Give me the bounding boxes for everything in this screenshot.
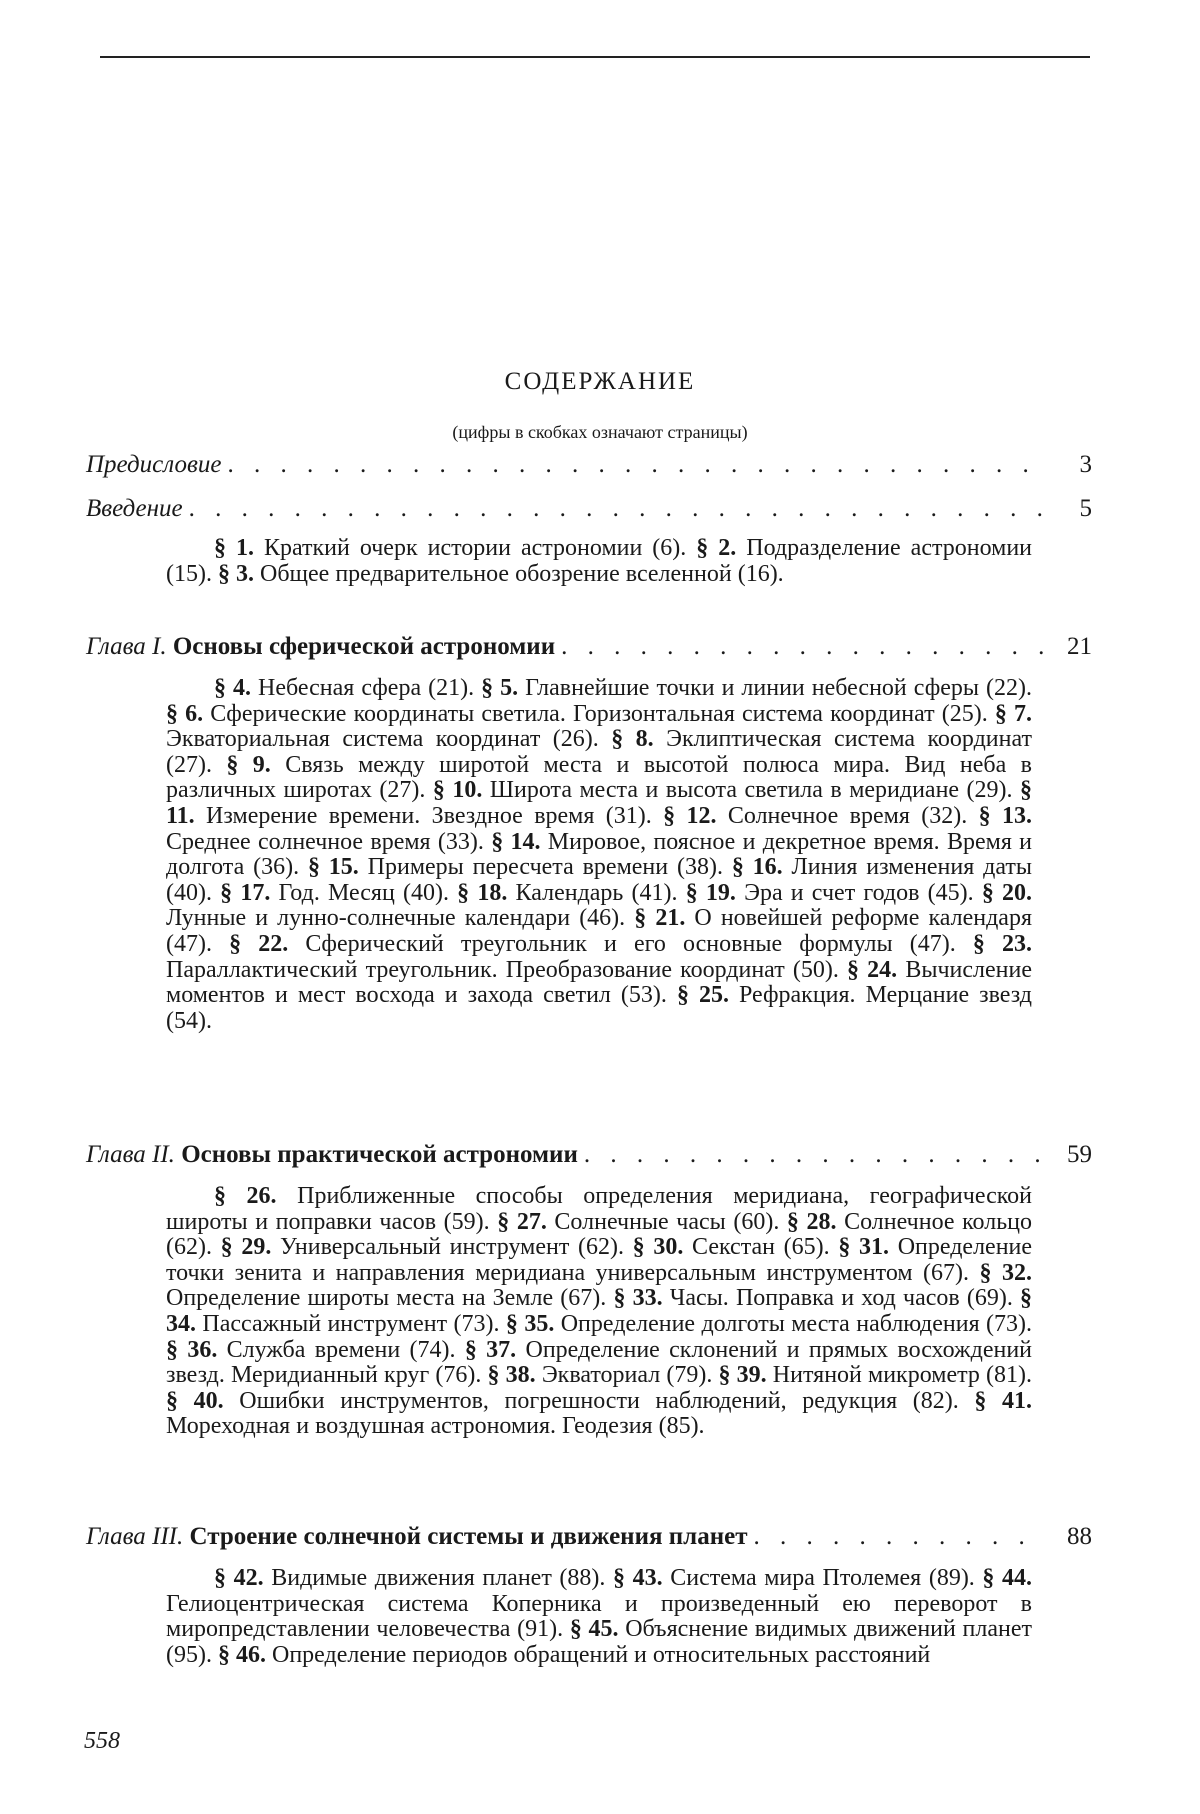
dot-leader bbox=[561, 632, 1046, 662]
section-list-chapter-1: § 4. Небесная сфера (21). § 5. Главнейшие точки и линии небесной сферы (22). § 6. Сферические координаты светила. Горизонтальная система координат (25). § 7. Экваториальная система координат (26). § 8. Эклиптическая система координат (27). § 9. Связь между широтой места и высотой полюса мира. Вид неба в различных широтах (27). § 10. Широта места и высота светила в меридиане (29). § 11. Измерение времени. Звездное время (31). § 12. Солнечное время (32). § 13. Среднее солнечное время (33). § 14. Мировое, поясное и декретное время. Время и долгота (36). § 15. Примеры пересчета времени (38). § 16. Линия изменения даты (40). § 17. Год. Месяц (40). § 18. Календарь (41). § 19. Эра и счет годов (45). § 20. Лунные и лунно-солнечные календари (46). § 21. О новейшей реформе календаря (47). § 22. Сферический треугольник и его основные формулы (47). § 23. Параллактический треугольник. Преобразование координат (50). § 24. Вычисление моментов и мест восхода и захода светил (53). § 25. Рефракция. Мерцание звезд (54). bbox=[166, 675, 1033, 1034]
toc-page-number: 3 bbox=[1079, 451, 1092, 478]
toc-page-number: 59 bbox=[1067, 1141, 1092, 1168]
dot-leader bbox=[584, 1140, 1046, 1170]
page-number: 558 bbox=[84, 1728, 120, 1754]
toc-page-number: 5 bbox=[1079, 495, 1092, 522]
section-list-chapter-3: § 42. Видимые движения планет (88). § 43. Система мира Птолемея (89). § 44. Гелиоцентрическая система Коперника и произведенный ею переворот в миропредставлении человечества (91). § 45. Объяснение видимых движений планет (95). § 46. Определение периодов обращений и относительных расстояний bbox=[166, 1565, 1033, 1668]
toc-entry-chapter-1[interactable] bbox=[86, 632, 1092, 662]
toc-entry-chapter-2[interactable] bbox=[86, 1140, 1092, 1170]
page-subtitle: (цифры в скобках означают страницы) bbox=[452, 422, 748, 442]
toc-page-number: 88 bbox=[1067, 1523, 1092, 1550]
toc-page-number: 21 bbox=[1067, 633, 1092, 660]
section-list-chapter-2: § 26. Приближенные способы определения меридиана, географической широты и поправки часов (59). § 27. Солнечные часы (60). § 28. Солнечное кольцо (62). § 29. Универсальный инструмент (62). § 30. Секстан (65). § 31. Определение точки зенита и направления меридиана универсальным инструментом (67). § 32. Определение широты места на Земле (67). § 33. Часы. Поправка и ход часов (69). § 34. Пассажный инструмент (73). § 35. Определение долготы места наблюдения (73). § 36. Служба времени (74). § 37. Определение склонений и прямых восхождений звезд. Меридианный круг (76). § 38. Экваториал (79). § 39. Нитяной микрометр (81). § 40. Ошибки инструментов, погрешности наблюдений, редукция (82). § 41. Мореходная и воздушная астрономия. Геодезия (85). bbox=[166, 1183, 1033, 1440]
dot-leader bbox=[189, 494, 1046, 524]
toc-entry-preface[interactable] bbox=[86, 450, 1092, 480]
dot-leader bbox=[753, 1522, 1046, 1552]
toc-entry-label: Предисловие bbox=[86, 451, 222, 478]
top-rule bbox=[100, 56, 1090, 58]
toc-entry-label: Глава II. Основы практической астрономии bbox=[86, 1141, 578, 1168]
toc-entry-chapter-3[interactable] bbox=[86, 1522, 1092, 1552]
toc-entry-label: Глава III. Строение солнечной системы и движения планет bbox=[86, 1523, 748, 1550]
dot-leader bbox=[227, 450, 1046, 480]
page-title: СОДЕРЖАНИЕ bbox=[504, 368, 696, 395]
section-list-introduction: § 1. Краткий очерк истории астрономии (6). § 2. Подразделение астрономии (15). § 3. Общее предварительное обозрение вселенной (16). bbox=[166, 535, 1033, 587]
toc-entry-introduction[interactable] bbox=[86, 494, 1092, 524]
toc-entry-label: Глава I. Основы сферической астрономии bbox=[86, 633, 556, 660]
toc-entry-label: Введение bbox=[86, 495, 183, 522]
